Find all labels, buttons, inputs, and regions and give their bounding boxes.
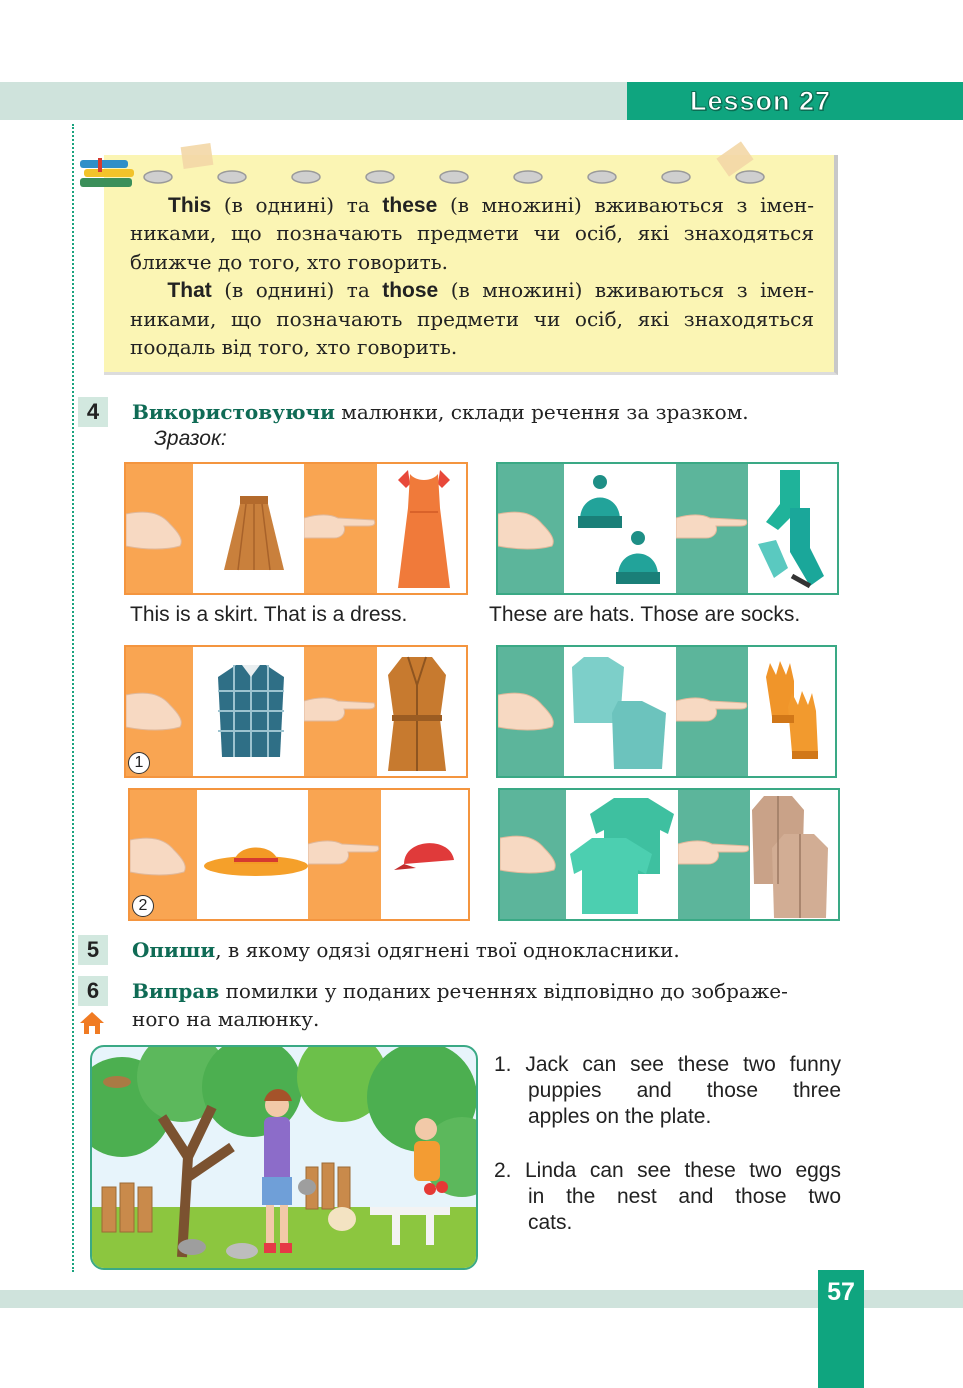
rule-line: ближче до того, хто говорить.	[130, 250, 448, 274]
sentence-line: cats.	[528, 1211, 573, 1234]
exercise-number: 4	[78, 397, 108, 427]
rule-line	[130, 276, 814, 305]
open-hand-icon	[498, 506, 560, 556]
margin-dotted-line	[72, 124, 74, 1272]
keyword-these: these	[382, 194, 438, 217]
instruction-text: помилки у поданих реченнях відповідно до зображе-	[219, 979, 788, 1003]
sample-caption-right: These are hats. Those are socks.	[489, 603, 801, 626]
pointing-hand-icon	[678, 836, 750, 870]
exercise-instruction	[132, 398, 749, 426]
open-hand-icon	[126, 506, 188, 556]
rule-line: никами, що позначають предмети чи осіб, які знаходяться	[130, 307, 814, 331]
picture-number: 1	[128, 752, 150, 774]
pointing-hand-icon	[676, 693, 748, 727]
blouses-icon	[570, 653, 670, 773]
open-hand-icon	[126, 687, 188, 737]
sample-label: Зразок:	[154, 427, 227, 450]
picture-card-sunhat-cap	[128, 788, 470, 921]
picture-card-shirt-coat	[124, 645, 468, 778]
hats-icon	[572, 472, 672, 592]
pointing-hand-icon	[304, 510, 376, 544]
rule-line: никами, що позначають предмети чи осіб, які знаходяться	[130, 221, 814, 245]
exercise-number: 5	[78, 935, 108, 965]
sentence-line: 2. Linda can see these two eggs	[494, 1159, 841, 1182]
rule-text: (в однині) та	[211, 278, 383, 302]
page-number: 57	[827, 1278, 855, 1306]
picture-card-shirts-coats	[498, 788, 840, 921]
sample-caption-left: This is a skirt. That is a dress.	[130, 603, 408, 626]
picture-card-hats-socks	[496, 462, 839, 595]
open-hand-icon	[498, 687, 560, 737]
home-task-icon	[78, 1010, 106, 1036]
books-icon	[78, 157, 138, 191]
shirts-icon	[570, 794, 676, 918]
lesson-title: Lesson 27	[690, 86, 832, 116]
sentence-line: puppies and those three	[528, 1079, 841, 1102]
exercise-instruction-cont: ного на малюнку.	[132, 1007, 320, 1031]
open-hand-icon	[130, 832, 192, 882]
sentence-line: 1. Jack can see these two funny	[494, 1053, 841, 1076]
rule-text: (в однині) та	[211, 193, 383, 217]
exercise-number: 6	[78, 976, 108, 1006]
coats-icon	[752, 794, 834, 918]
ring-binder-icon	[140, 163, 790, 187]
instruction-verb: Виправ	[132, 979, 220, 1003]
instruction-verb: Використовуючи	[132, 400, 335, 424]
skirt-icon	[222, 494, 286, 574]
socks-icon	[754, 468, 834, 592]
instruction-verb: Опиши	[132, 938, 216, 962]
sentence-1	[494, 1052, 841, 1130]
picture-number: 2	[132, 895, 154, 917]
park-scene-illustration	[90, 1045, 478, 1270]
exercise-instruction	[132, 977, 788, 1005]
rule-text: (в множині) вживаються з імен-	[438, 278, 814, 302]
checked-shirt-icon	[216, 661, 286, 761]
open-hand-icon	[500, 830, 562, 880]
cap-icon	[392, 830, 460, 874]
keyword-those: those	[382, 279, 439, 302]
keyword-that: That	[167, 279, 212, 302]
scene-drawing	[92, 1047, 478, 1270]
picture-card-skirt-dress	[124, 462, 468, 595]
sun-hat-icon	[202, 834, 310, 878]
rule-text: (в множині) вживаються з імен-	[437, 193, 814, 217]
gloves-icon	[760, 657, 826, 769]
sentence-line: in the nest and those two	[528, 1185, 841, 1208]
pointing-hand-icon	[676, 510, 748, 544]
rule-line	[130, 191, 814, 220]
sentence-2	[494, 1158, 841, 1236]
coat-icon	[384, 655, 450, 773]
rule-line: поодаль від того, хто говорить.	[130, 335, 458, 359]
sentence-line: apples on the plate.	[528, 1105, 712, 1128]
exercise-instruction	[132, 936, 680, 964]
instruction-text: , в якому одязі одягнені твої однокласники.	[215, 938, 680, 962]
pointing-hand-icon	[308, 836, 380, 870]
instruction-text: малюнки, склади речення за зразком.	[334, 400, 749, 424]
pointing-hand-icon	[304, 693, 376, 727]
dress-icon	[394, 468, 454, 592]
picture-card-blouses-gloves	[496, 645, 837, 778]
keyword-this: This	[168, 194, 212, 217]
